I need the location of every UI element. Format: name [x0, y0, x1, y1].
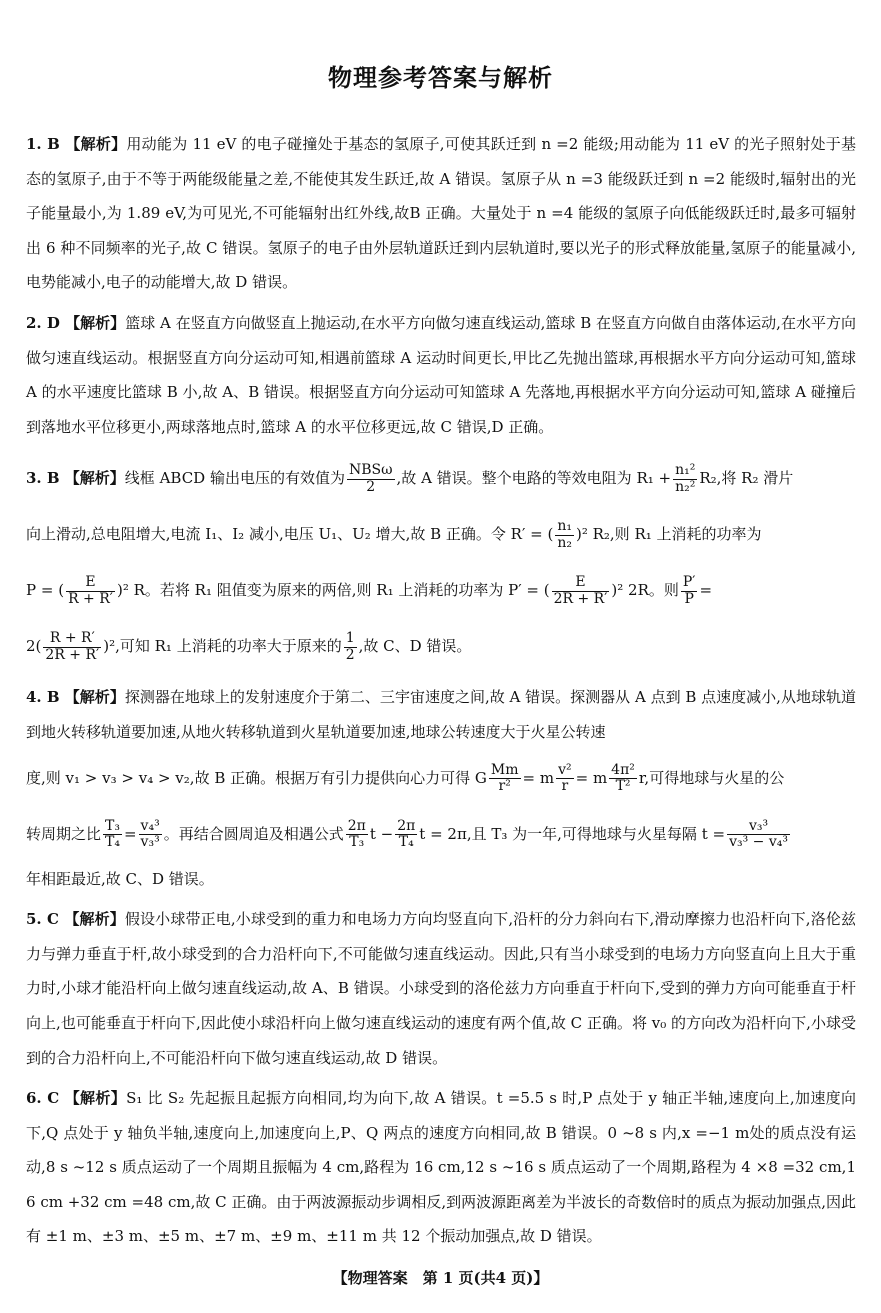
denominator: v₃³ − v₄³ — [729, 834, 788, 851]
denominator: R + R′ — [68, 590, 113, 607]
denominator: n₂² — [675, 478, 696, 495]
text-run: 转周期之比 — [26, 824, 102, 843]
answer-item-6 — [26, 1081, 856, 1254]
text-run: = — [699, 581, 713, 600]
text-run: 线框 ABCD 输出电压的有效值为 — [124, 469, 345, 488]
answer-body: 用动能为 11 eV 的电子碰撞处于基态的氢原子,可使其跃迁到 n =2 能级;用动能为 11 eV 的光子照射处于基态的氢原子,由于不等于两能级能量之差,不能使其发生跃迁,故 A 错误。氢原子从 n =3 能级跃迁到 n =2 能级时,辐射出的光子能量最小,为 1.89 eV,为可见光,不可能辐射出红外线,故B 正确。大量处于 n =4 能级的氢原子向低能级跃迁时,最多可辐射出 6 种不同频率的光子,故 C 错误。氢原子的电子由外层轨道跃迁到内层轨道时,要以光子的形式释放能量,氢原子的能量减小,电势能减小,电子的动能增大,故 D 错误。 — [26, 135, 856, 292]
fraction — [346, 819, 368, 851]
denominator: r — [561, 778, 569, 795]
page-title: 物理参考答案与解析 — [328, 63, 553, 92]
denominator: T₃ — [349, 834, 365, 851]
text-run: )²,可知 R₁ 上消耗的功率大于原来的 — [103, 637, 342, 656]
denominator: 2R + R′ — [45, 646, 100, 663]
text-run: 年相距最近,故 C、D 错误。 — [26, 869, 214, 888]
answer-list — [26, 127, 856, 1260]
numerator: E — [66, 575, 115, 591]
numerator: v₄³ — [140, 817, 160, 834]
text-run: 向上滑动,总电阻增大,电流 I₁、I₂ 减小,电压 U₁、U₂ 增大,故 B 正确。令 R′ = ( — [26, 525, 554, 544]
fraction — [103, 819, 122, 851]
denominator: P — [684, 590, 694, 607]
denominator: 2 — [366, 478, 376, 495]
answer-item-1 — [26, 127, 856, 300]
fraction — [139, 819, 162, 851]
formula-line — [26, 750, 856, 806]
fraction — [489, 763, 521, 795]
numerator: v₃³ — [727, 819, 790, 835]
text-run: = m — [575, 768, 608, 787]
answer-item-3 — [26, 450, 856, 674]
answer-body: 假设小球带正电,小球受到的重力和电场力方向均竖直向下,沿杆的分力斜向右下,滑动摩擦力也沿杆向下,洛伦兹力与弹力垂直于杆,故小球受到的合力沿杆向下,不可能做匀速直线运动。因此,只有当小球受到的电场力方向竖直向上且大于重力时,小球才能沿杆向上做匀速直线运动,故 A、B 错误。小球受到的洛伦兹力方向垂直于杆向下,受到的弹力方向可能垂直于杆向上,也可能垂直于杆向下,因此使小球沿杆向上做匀速直线运动的速度有两个值,故 C 正确。将 v₀ 的方向改为沿杆向下,小球受到的合力沿杆向上,不可能沿杆向下做匀速直线运动,故 D 错误。 — [26, 910, 856, 1067]
denominator: T² — [615, 778, 631, 795]
text-run: t − — [369, 824, 394, 843]
answer-head: 4. B 【解析】 — [26, 688, 125, 707]
text-run: t = 2π,且 T₃ 为一年,可得地球与火星每隔 t = — [419, 824, 726, 843]
numerator: NBSω — [348, 462, 393, 479]
text-run: 。再结合圆周追及相遇公式 — [163, 824, 344, 843]
text-run: ,故 C、D 错误。 — [358, 637, 472, 656]
answer-head: 2. D 【解析】 — [26, 313, 126, 332]
formula-line — [26, 562, 856, 618]
answer-head: 6. C 【解析】 — [26, 1089, 127, 1108]
text-run: 度,则 v₁ > v₃ > v₄ > v₂,故 B 正确。根据万有引力提供向心力可得 G — [26, 768, 487, 787]
numerator: T₃ — [105, 817, 120, 834]
numerator: P′ — [682, 574, 696, 591]
numerator: R + R′ — [43, 631, 101, 647]
denominator: r² — [498, 778, 511, 795]
formula-line — [26, 618, 856, 674]
page-footer: 【物理答案 第 1 页(共4 页)】 — [332, 1269, 549, 1287]
text-line — [26, 862, 856, 897]
fraction — [344, 631, 357, 663]
numerator: 4π² — [611, 761, 635, 778]
numerator: 1 — [345, 630, 355, 647]
fraction — [347, 463, 395, 495]
numerator: n₁ — [557, 518, 572, 535]
denominator: T₄ — [398, 834, 414, 851]
answer-body: S₁ 比 S₂ 先起振且起振方向相同,均为向下,故 A 错误。t =5.5 s 时,P 点处于 y 轴正半轴,速度向上,加速度向下,Q 点处于 y 轴负半轴,速度向上,加速度向上,P、Q 两点的速度方向相同,故 B 错误。0 ~8 s 内,x =−1 m处的质点没有运动,8 s ~12 s 质点运动了一个周期且振幅为 4 cm,路程为 16 cm,12 s ~16 s 质点运动了一个周期,路程为 4 ×8 =32 cm,16 cm +32 cm =48 cm,故 C 正确。由于两波源振动步调相反,到两波源距离差为半波长的奇数倍时的质点为振动加强点,因此有 ±1 m、±3 m、±5 m、±7 m、±9 m、±11 m 共 12 个振动加强点,故 D 错误。 — [26, 1089, 857, 1246]
answer-body: 篮球 A 在竖直方向做竖直上抛运动,在水平方向做匀速直线运动,篮球 B 在竖直方向做自由落体运动,在水平方向做匀速直线运动。根据竖直方向分运动可知,相遇前篮球 A 运动时间更长,甲比乙先抛出篮球,再根据水平方向分运动可知,篮球 A 的水平速度比篮球 B 小,故 A、B 错误。根据竖直方向分运动可知篮球 A 先落地,再根据水平方向分运动可知,篮球 A 碰撞后到落地水平位移更小,两球落地点时,篮球 A 的水平位移更远,故 C 错误,D 正确。 — [26, 313, 856, 436]
fraction — [395, 819, 417, 851]
text-run: )² 2R。则 — [611, 581, 679, 600]
denominator: T₄ — [105, 834, 120, 851]
denominator: v₃³ — [140, 834, 160, 851]
fraction — [66, 575, 115, 607]
formula-line — [26, 806, 856, 862]
fraction — [727, 819, 790, 851]
text-block — [26, 680, 856, 749]
answer-item-5 — [26, 902, 856, 1075]
numerator: 2π — [347, 817, 366, 834]
answer-head: 5. C 【解析】 — [26, 910, 125, 929]
fraction — [556, 763, 574, 795]
numerator: v² — [558, 761, 572, 778]
text-run: )² R。若将 R₁ 阻值变为原来的两倍,则 R₁ 上消耗的功率为 P′ = ( — [116, 581, 550, 600]
numerator: Mm — [490, 761, 519, 778]
text-run: R₂,将 R₂ 滑片 — [699, 469, 794, 488]
numerator: E — [552, 575, 610, 591]
text-run: = — [123, 824, 137, 843]
answer-head: 3. B 【解析】 — [26, 469, 125, 488]
fraction — [43, 631, 101, 663]
text-run: ,故 A 错误。整个电路的等效电阻为 R₁ + — [396, 469, 672, 488]
answer-head: 1. B 【解析】 — [26, 135, 127, 153]
answer-body: 探测器在地球上的发射速度介于第二、三宇宙速度之间,故 A 错误。探测器从 A 点到 B 点速度减小,从地球轨道到地火转移轨道要加速,从地火转移轨道到火星轨道要加速,地球公转速度大于火星公转速 — [26, 688, 856, 741]
text-run: 2( — [26, 637, 42, 656]
formula-line — [26, 450, 856, 506]
fraction — [555, 519, 574, 551]
text-run: )² R₂,则 R₁ 上消耗的功率为 — [575, 525, 762, 544]
denominator: 2R + R′ — [553, 590, 608, 607]
text-run: P = ( — [26, 581, 65, 600]
denominator: 2 — [345, 646, 355, 663]
answer-item-2 — [26, 306, 856, 444]
formula-line — [26, 506, 856, 562]
numerator: 2π — [397, 817, 416, 834]
fraction — [681, 575, 698, 607]
fraction — [552, 575, 610, 607]
text-run: = m — [522, 768, 555, 787]
fraction — [673, 463, 697, 495]
numerator: n₁² — [675, 462, 696, 479]
denominator: n₂ — [557, 534, 572, 551]
answer-item-4 — [26, 680, 856, 896]
fraction — [609, 763, 637, 795]
text-run: r,可得地球与火星的公 — [638, 768, 785, 787]
